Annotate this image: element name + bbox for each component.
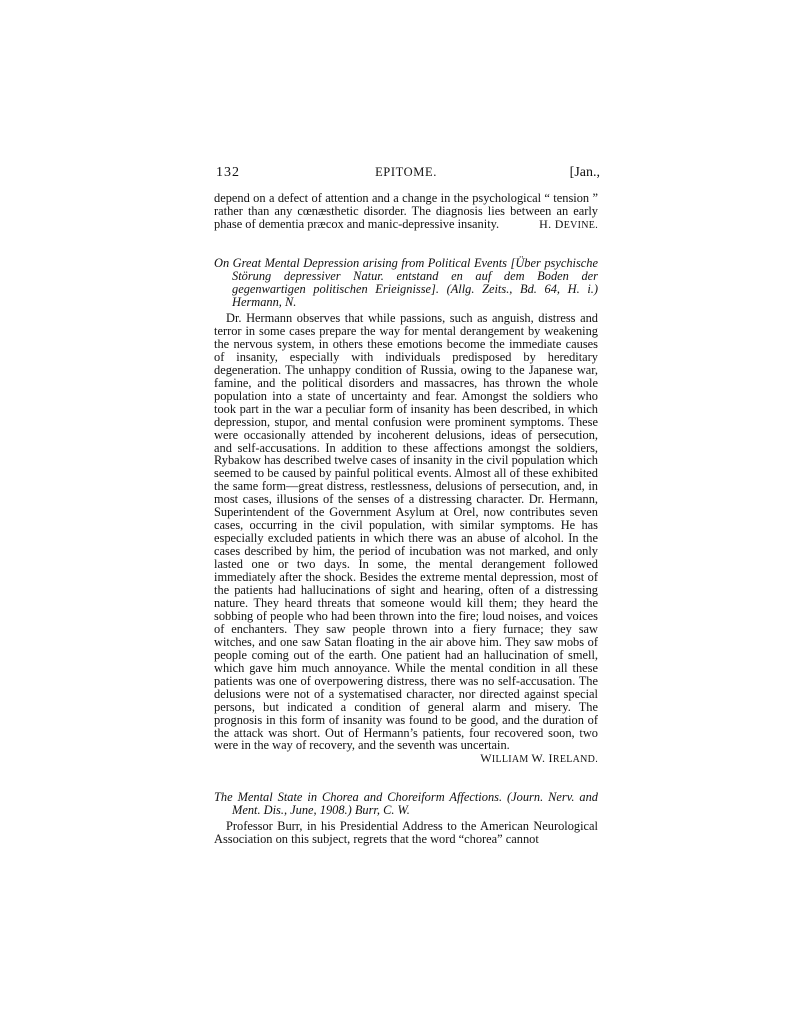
running-header [214,165,598,185]
article-hermann [214,257,598,309]
article-reference: On Great Mental Depression arising from Political Events [Über psychische Störung depressiver Natur. entstand en auf dem Boden der gegenwartigen politischen Erieignisse]. (Allg. Zeits., Bd. 64, H. i.) Hermann, N. [214,256,598,309]
signature-ireland: WILLIAM W. IRELAND. [480,751,598,766]
header-date: [Jan., [569,165,600,180]
running-title: EPITOME. [375,165,437,179]
article-reference: The Mental State in Chorea and Choreiform Affections. (Journ. Nerv. and Ment. Dis., June, 1908.) Burr, C. W. [214,790,598,817]
article-burr-body [214,820,598,846]
article-hermann-body [214,312,598,767]
continuation-text: depend on a defect of attention and a change in the psychological “ tension ” rather than any cœnæsthetic disorder. The diagnosis lies between an early phase of dementia præcox and manic-depressive insanity. H. DEVINE. [214,191,598,231]
article-body: Professor Burr, in his Presidential Address to the American Neurological Association on this subject, regrets that the word “chorea” cannot [214,819,598,846]
article-burr [214,791,598,817]
signature-devine: H. DEVINE. [539,216,598,231]
article-body: Dr. Hermann observes that while passions, such as anguish, distress and terror in some cases prepare the way for mental derangement by weakening the nervous system, in others these emotions become the immediate causes of insanity, especially with individuals predisposed by hereditary degeneration. The unhappy condition of Russia, owing to the Japanese war, famine, and the political disorders and massacres, has thrown the whole population into a state of uncertainty and fear. Amongst the soldiers who took part in the war a peculiar form of insanity has been described, in which depression, stupor, and mental confusion were prominent symptoms. These were occasionally attended by incoherent delusions, ideas of persecution, and self-accusations. In addition to these affections amongst the soldiers, Rybakow has described twelve cases of insanity in the civil population which seemed to be caused by painful political events. Almost all of these exhibited the same form—great distress, restlessness, delusions of persecution, and, in most cases, illusions of the senses of a distressing character. Dr. Hermann, Superintendent of the Government Asylum at Orel, now contributes seven cases, occurring in the civil population, with similar symptoms. He has especially excluded patients in which there was an abuse of alcohol. In the cases described by him, the period of incubation was not marked, and only lasted one or two days. In some, the mental derangement followed immediately after the shock. Besides the extreme mental depression, most of the patients had hallucinations of sight and hearing, often of a distressing nature. They heard threats that someone would kill them; they heard the sobbing of people who had been thrown into the fire; loud noises, and voices of enchanters. They saw people thrown into a fiery furnace; they saw witches, and one saw Satan floating in the air above him. They saw mobs of people coming out of the earth. One patient had an hallucination of smell, which gave him much annoyance. While the mental condition in all these patients was one of overpowering distress, there was no self-accusation. The delusions were not of a systematised character, nor directed against special persons, but indicated a condition of general alarm and misery. The prognosis in this form of insanity was found to be good, and the duration of the attack was short. Out of Hermann’s patients, four recovered soon, two were in the way of recovery, and the seventh was uncertain. WILLIAM W. IRELAND. [214,311,598,766]
continuation-block [214,192,598,233]
page-number: 132 [216,165,240,180]
